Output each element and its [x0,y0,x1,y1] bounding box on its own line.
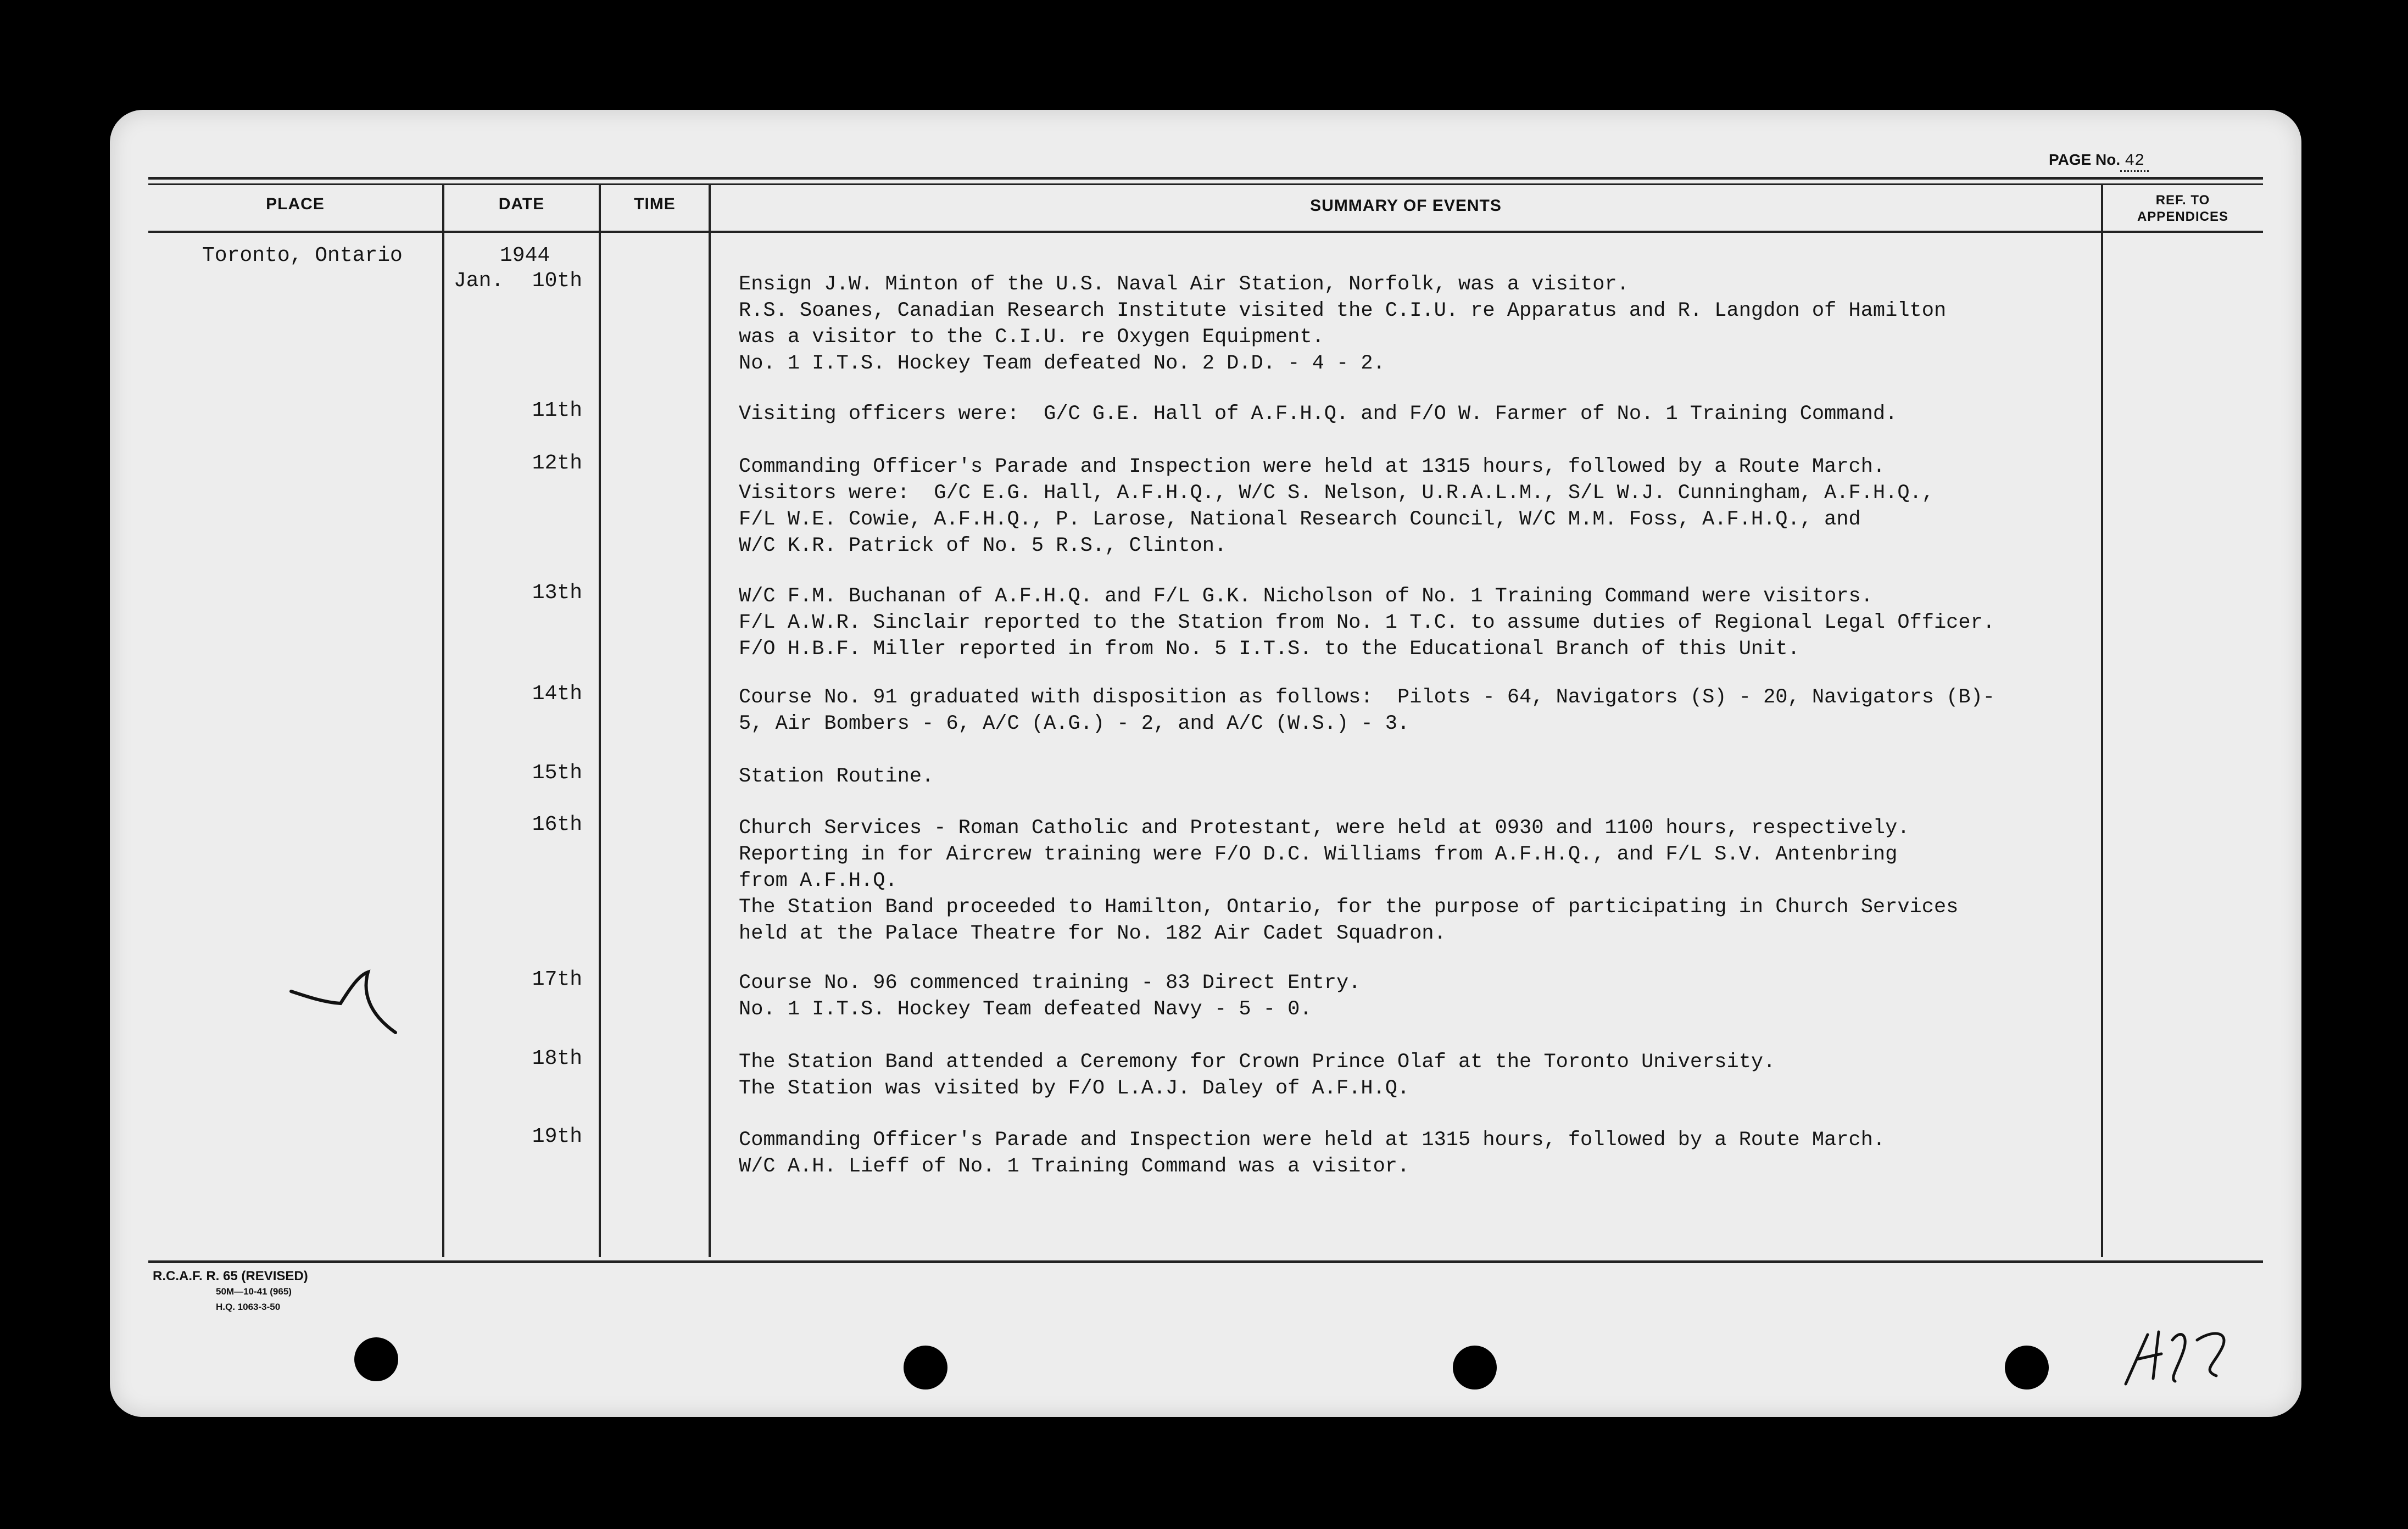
header-bottom-rule [148,231,2263,233]
header-place: PLACE [266,195,325,213]
entry-line: Commanding Officer's Parade and Inspection were held at 1315 hours, followed by a Route March. [739,1129,1886,1152]
entry-line: The Station Band attended a Ceremony for Crown Prince Olaf at the Toronto University. [739,1051,1776,1074]
entry-line: Visitors were: G/C E.G. Hall, A.F.H.Q., W/C S. Nelson, U.R.A.L.M., S/L W.J. Cunningham, A.F.H.Q., [739,482,1934,505]
top-rule-2 [148,183,2263,185]
column-divider-place-date [442,183,444,1257]
entry-summary [739,1127,2090,1180]
page-label-text: PAGE No. [2049,151,2121,168]
top-rule-1 [148,177,2263,180]
entry-summary [739,1049,2090,1102]
entry-summary [739,815,2090,947]
entry-line: was a visitor to the C.I.U. re Oxygen Equipment. [739,326,1324,349]
month-text: Jan. [454,269,504,293]
entry-day: 11th [532,399,582,422]
header-summary: SUMMARY OF EVENTS [1310,197,1502,215]
year-text: 1944 [500,244,550,267]
header-date: DATE [498,195,545,213]
entry-day: 15th [532,761,582,785]
form-identifier [153,1269,308,1315]
entry-line: No. 1 I.T.S. Hockey Team defeated No. 2 D.D. - 4 - 2. [739,352,1385,375]
header-ref-line1: REF. TO [2155,193,2210,208]
handwritten-initials-signature [2120,1318,2247,1390]
entry-summary [739,454,2090,559]
handwritten-check-mark [286,964,412,1041]
entry-line: Visiting officers were: G/C G.E. Hall of A.F.H.Q. and F/O W. Farmer of No. 1 Training Command. [739,403,1898,426]
punch-hole [1453,1346,1497,1390]
entry-day: 10th [532,269,582,293]
entry-line: Commanding Officer's Parade and Inspection were held at 1315 hours, followed by a Route March. [739,455,1886,478]
page-number-label [2049,151,2149,170]
entry-line: Course No. 91 graduated with disposition as follows: Pilots - 64, Navigators (S) - 20, Navigators (B)- [739,686,1995,709]
entry-line: F/L A.W.R. Sinclair reported to the Station from No. 1 T.C. to assume duties of Regional Legal Officer. [739,611,1995,634]
page-number-value: 42 [2120,152,2149,172]
header-ref-line2: APPENDICES [2137,209,2229,224]
table-bottom-rule [148,1260,2263,1263]
header-ref-appendices [2103,192,2262,225]
entry-summary [739,401,2090,427]
entry-day: 12th [532,451,582,475]
entry-line: Station Routine. [739,765,934,788]
entry-line: R.S. Soanes, Canadian Research Institute visited the C.I.U. re Apparatus and R. Langdon of Hamilton [739,299,1947,322]
form-hq-reference: H.Q. 1063-3-50 [216,1302,281,1312]
entry-line: Church Services - Roman Catholic and Protestant, were held at 0930 and 1100 hours, respectively. [739,817,1910,840]
entry-day: 16th [532,813,582,836]
entry-line: No. 1 I.T.S. Hockey Team defeated Navy - 5 - 0. [739,998,1312,1021]
entry-line: W/C F.M. Buchanan of A.F.H.Q. and F/L G.K. Nicholson of No. 1 Training Command were visitors. [739,585,1873,608]
header-time: TIME [634,195,676,213]
entry-line: The Station Band proceeded to Hamilton, Ontario, for the purpose of participating in Church Services [739,896,1959,919]
entry-day: 19th [532,1125,582,1148]
entry-line: Reporting in for Aircrew training were F/O D.C. Williams from A.F.H.Q., and F/L S.V. Antenbring [739,843,1898,866]
entry-line: The Station was visited by F/O L.A.J. Daley of A.F.H.Q. [739,1077,1410,1100]
entry-summary [739,763,2090,790]
form-print-run: 50M—10-41 (965) [216,1286,292,1297]
entry-day: 13th [532,581,582,605]
entry-line: from A.F.H.Q. [739,869,898,892]
entry-line: F/L W.E. Cowie, A.F.H.Q., P. Larose, National Research Council, W/C M.M. Foss, A.F.H.Q., and [739,508,1861,531]
entry-summary [739,271,2090,377]
entry-line: 5, Air Bombers - 6, A/C (A.G.) - 2, and A/C (W.S.) - 3. [739,712,1410,735]
entry-line: held at the Palace Theatre for No. 182 Air Cadet Squadron. [739,922,1446,945]
entry-summary [739,684,2090,737]
column-divider-time-summary [709,183,711,1257]
entry-line: Course No. 96 commenced training - 83 Direct Entry. [739,972,1361,995]
entry-line: Ensign J.W. Minton of the U.S. Naval Air Station, Norfolk, was a visitor. [739,273,1629,296]
entry-summary [739,583,2090,662]
column-divider-date-time [599,183,601,1257]
column-divider-summary-ref [2101,183,2103,1257]
punch-hole [2005,1346,2049,1390]
entry-day: 17th [532,968,582,991]
entry-summary [739,970,2090,1023]
entry-line: W/C K.R. Patrick of No. 5 R.S., Clinton. [739,534,1227,557]
entry-line: W/C A.H. Lieff of No. 1 Training Command was a visitor. [739,1155,1410,1178]
place-text: Toronto, Ontario [202,244,403,267]
punch-hole [904,1346,947,1390]
form-number: R.C.A.F. R. 65 (REVISED) [153,1269,308,1284]
entry-day: 14th [532,682,582,706]
punch-hole [354,1337,398,1381]
entry-day: 18th [532,1047,582,1070]
entry-line: F/O H.B.F. Miller reported in from No. 5 I.T.S. to the Educational Branch of this Unit. [739,638,1800,661]
